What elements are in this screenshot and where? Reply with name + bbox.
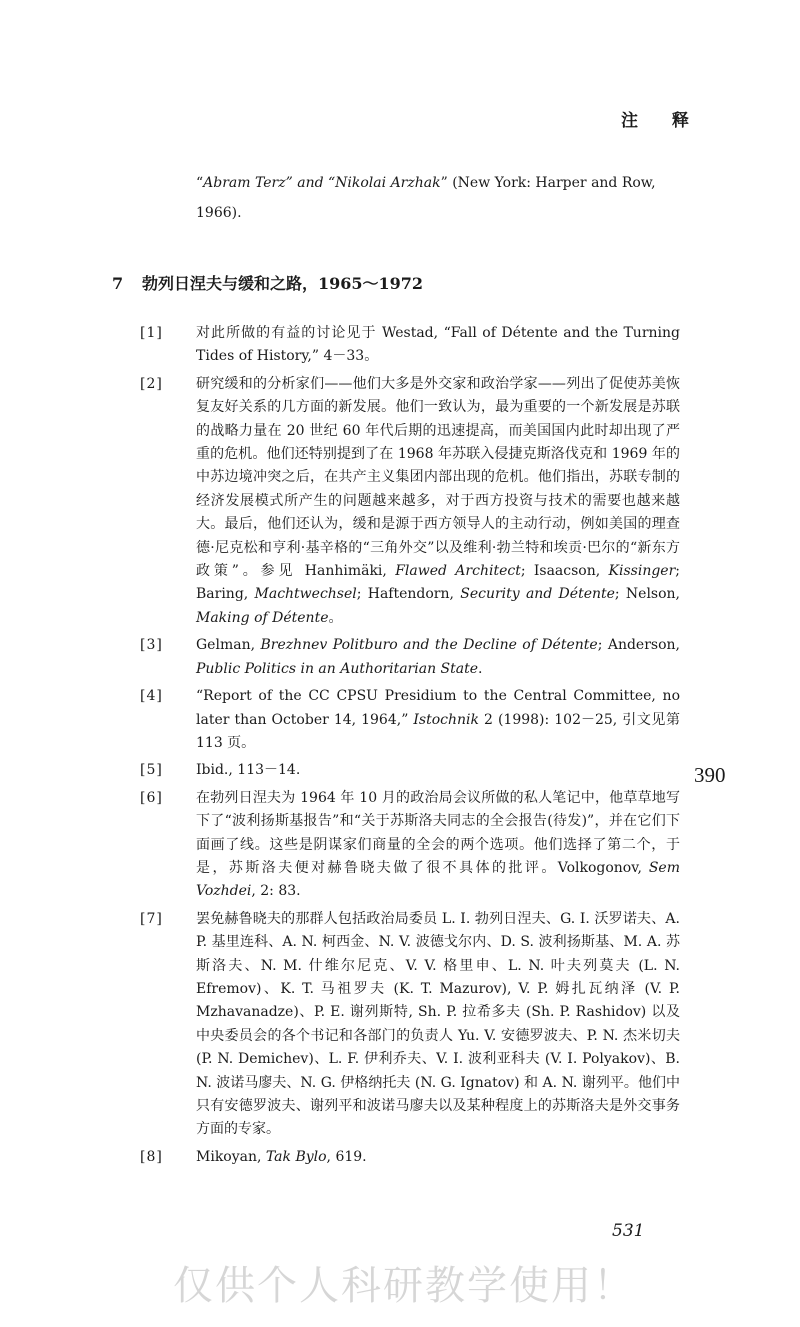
note-label: [4] — [140, 688, 163, 705]
text-run: ; Baring, — [196, 563, 681, 603]
note-item — [140, 787, 680, 904]
italic-title-text: Nikolai Arzhak — [335, 175, 441, 191]
text-run: Gelman, — [196, 637, 261, 654]
text-run: , 619. — [326, 1148, 367, 1165]
note-text — [196, 908, 680, 1142]
text-run: “Report of the CC CPSU Presidium to the Central Committee, no later than October 14, 1964,” — [196, 688, 680, 728]
text-run: ; Anderson, — [597, 637, 680, 654]
note-item — [140, 373, 680, 630]
text-run: “ — [196, 175, 204, 191]
text-run: ; Nelson, — [614, 586, 681, 603]
note-item — [140, 759, 680, 782]
text-run: . — [478, 660, 483, 677]
note-item — [140, 634, 680, 681]
italic-title-text: ” and “ — [285, 175, 336, 191]
note-text — [196, 759, 680, 782]
note-text — [196, 685, 680, 755]
italic-title-text: Sem Vozhdei — [196, 859, 680, 900]
text-run: ” (New York: Harper and Row, 1966). — [196, 175, 656, 221]
text-run: Ibid., 113－14. — [196, 762, 301, 779]
continued-note-text — [196, 168, 674, 228]
italic-title-text: Public Politics in an Authoritarian State — [196, 660, 479, 677]
italic-title-text: Flawed Architect — [395, 563, 521, 580]
page-number: 531 — [612, 1221, 645, 1241]
note-text — [196, 787, 680, 904]
text-run: 。 — [328, 609, 343, 626]
note-text — [196, 322, 680, 369]
text-run: ; Isaacson, — [520, 563, 609, 580]
text-run: 在勃列日涅夫为 1964 年 10 月的政治局会议所做的私人笔记中，他草草地写下了“波利扬斯基报告”和“关于苏斯洛夫同志的全会报告(待发)”，并在它们下面画了线。这些是阴谋家们商量的全会的两个选项。他们选择了第二个，于是，苏斯洛夫便对赫鲁晓夫做了很不具体的批评。Volkogonov, — [196, 789, 680, 876]
note-text — [196, 373, 680, 630]
note-label: [1] — [140, 325, 163, 341]
text-run: ; Haftendorn, — [356, 586, 461, 603]
text-run: 2 (1998): 102－25, 引文见第 113 页。 — [196, 711, 681, 751]
watermark: 仅供个人科研教学使用！ — [173, 1263, 635, 1309]
italic-title-text: Security and Détente — [460, 586, 615, 603]
note-item — [140, 685, 680, 755]
note-label: [2] — [140, 375, 163, 392]
chapter-title: 勃列日涅夫与缓和之路，1965～1972 — [142, 274, 424, 293]
margin-page-reference: 390 — [694, 763, 726, 787]
note-label: [6] — [140, 789, 163, 806]
chapter-heading — [112, 271, 423, 294]
note-label: [3] — [140, 637, 163, 654]
running-header: 注 释 — [621, 111, 703, 131]
italic-title-text: Tak Bylo — [265, 1148, 327, 1165]
italic-title-text: Kissinger — [608, 563, 676, 580]
text-run: , 2: 83. — [251, 883, 301, 900]
italic-title-text: Brezhnev Politburo and the Decline of Détente — [260, 637, 598, 654]
note-item — [140, 1146, 680, 1169]
note-item — [140, 908, 680, 1142]
text-run: 罢免赫鲁晓夫的那群人包括政治局委员 L. I. 勃列日涅夫、G. I. 沃罗诺夫、A. P. 基里连科、A. N. 柯西金、N. V. 波德戈尔内、D. S. 波利扬斯基、M. A. 苏斯洛夫、N. M. 什维尔尼克、V. V. 格里申、L. N. 叶夫列莫夫 (L. N. Efremov)、K. T. 马祖罗夫 (K. T. Mazurov), V. P. 姆扎瓦纳泽 (V. P. Mzhavanadze)、P. E. 谢列斯特, Sh. P. 拉希多夫 (Sh. P. Rashidov) 以及中央委员会的各个书记和各部门的负责人 Yu. V. 安德罗波夫、P. N. 杰米切夫 (P. N. Demichev)、L. F. 伊利乔夫、V. I. 波利亚科夫 (V. I. Polyakov)、B. N. 波诺马廖夫、N. G. 伊格纳托夫 (N. G. Ignatov) 和 A. N. 谢列平。他们中只有安德罗波夫、谢列平和波诺马廖夫以及某种程度上的苏斯洛夫是外交事务方面的专家。 — [196, 910, 680, 1138]
italic-title-text: Making of Détente — [196, 609, 329, 626]
note-label: [8] — [140, 1148, 163, 1165]
text-run: 对此所做的有益的讨论见于 Westad, “Fall of Détente and the Turning Tides of History,” 4－33。 — [196, 325, 680, 365]
text-run: Mikoyan, — [196, 1148, 266, 1165]
italic-title-text: Abram Terz — [203, 175, 286, 191]
note-text — [196, 634, 680, 681]
note-item — [140, 322, 680, 369]
text-run: 研究缓和的分析家们——他们大多是外交家和政治学家——列出了促使苏美恢复友好关系的几方面的新发展。他们一致认为，最为重要的一个新发展是苏联的战略力量在 20 世纪 60 年代后期的迅速提高，而美国国内此时却出现了严重的危机。他们还特别提到了在 1968 年苏联入侵捷克斯洛伐克和 1969 年的中苏边境冲突之后，在共产主义集团内部出现的危机。他们指出，苏联专制的经济发展模式所产生的问题越来越多，对于西方投资与技术的需要也越来越大。最后，他们还认为，缓和是源于西方领导人的主动行动，例如美国的理查德·尼克松和亨利·基辛格的“三角外交”以及维利·勃兰特和埃贡·巴尔的“新东方政策”。参见 Hanhimäki, — [196, 375, 680, 580]
italic-title-text: Machtwechsel — [254, 586, 357, 603]
note-label: [5] — [140, 762, 163, 779]
notes-list — [140, 322, 680, 1173]
italic-title-text: Istochnik — [413, 711, 479, 728]
chapter-number: 7 — [112, 274, 124, 293]
note-text — [196, 1146, 680, 1169]
note-label: [7] — [140, 910, 163, 927]
